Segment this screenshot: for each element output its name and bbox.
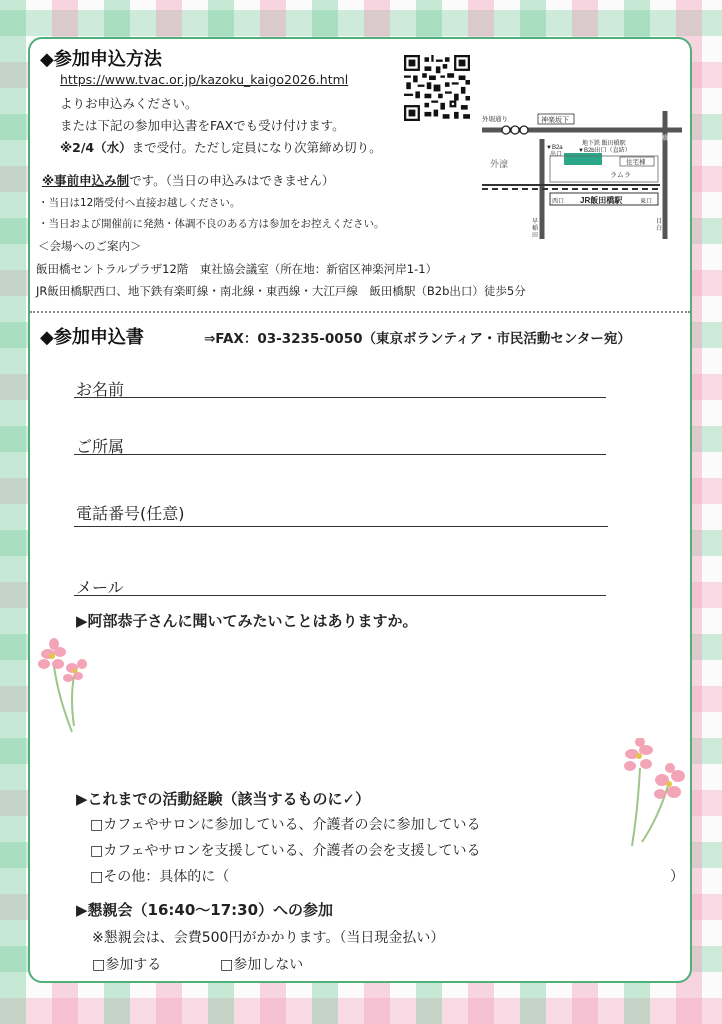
name-label: お名前: [76, 380, 125, 399]
form-title: ◆参加申込書: [40, 327, 144, 348]
prereg-notice: [42, 171, 334, 189]
name-field[interactable]: [74, 397, 606, 398]
party-note: ※懇親会は、会費500円がかかります。（当日現金払い）: [92, 930, 445, 946]
map-label-waseda: 早: [532, 219, 539, 225]
party-heading: ▶懇親会（16:40〜17:30）への参加: [76, 901, 334, 919]
map-label-jr-station: JR飯田橋駅: [580, 196, 623, 205]
map-label-east-exit: 東口: [640, 199, 653, 205]
venue-address: 飯田橋セントラルプラザ12階 東社協会議室（所在地：新宿区神楽河岸1-1）: [36, 262, 438, 276]
venue-heading: ＜会場へのご案内＞: [38, 239, 142, 253]
map-label-mejiro: 目: [656, 219, 663, 225]
section-divider: [30, 311, 690, 313]
exp-option-other-close: ）: [670, 869, 684, 885]
svg-text:田: 田: [532, 233, 539, 239]
svg-text:稲: 稲: [532, 226, 539, 232]
email-field[interactable]: [74, 595, 606, 596]
apply-url-link[interactable]: https://www.tvac.or.jp/kazoku_kaigo2026.html: [60, 72, 349, 87]
map-label-west-exit: 西口: [552, 199, 565, 205]
email-label: メール: [76, 578, 124, 597]
map-label-sotobori: 外濠: [490, 159, 509, 169]
svg-text:白: 白: [656, 226, 663, 232]
map-label-ramura: ラムラ: [610, 172, 631, 179]
prereg-rest: です。（当日の申込みはできません）: [129, 173, 335, 188]
affiliation-field[interactable]: [74, 454, 606, 455]
form-card: [28, 37, 692, 983]
apply-deadline: [60, 138, 382, 156]
map-label-suidobashi: 至水道橋: [644, 136, 669, 142]
prereg-bold: ※事前申込み制: [42, 173, 130, 188]
svg-text:出口: 出口: [550, 152, 563, 158]
map-label-ichigaya: 至市ケ谷: [482, 136, 507, 142]
apply-method-title: ◆参加申込方法: [40, 49, 162, 70]
map-label-kagurazaka: 神楽坂下: [541, 117, 569, 124]
phone-field[interactable]: [74, 526, 608, 527]
fax-number: ⇒FAX：03-3235-0050（東京ボランティア・市民活動センター宛）: [204, 331, 631, 347]
question-prompt: ▶阿部恭子さんに聞いてみたいことはありますか。: [76, 612, 418, 630]
map-label-jutaku: 住宅棟: [626, 159, 646, 166]
map-label-subway: 地下鉄 飯田橋駅: [582, 141, 626, 147]
experience-heading: ▶これまでの活動経験（該当するものに✓）: [76, 790, 371, 808]
exp-option-support[interactable]: □カフェやサロンを支援している、介護者の会を支援している: [90, 843, 481, 859]
deadline-rest: まで受付。ただし定員になり次第締め切り。: [131, 140, 382, 155]
phone-label: 電話番号(任意): [76, 504, 185, 523]
qr-code-icon: [404, 55, 470, 121]
apply-line1: よりお申込みください。: [60, 96, 198, 111]
map-label-b2a: ▼B2a: [546, 145, 563, 151]
map-label-b2b: ▼B2b出口（直結）: [578, 148, 631, 154]
apply-line2: または下記の参加申込書をFAXでも受け付けます。: [60, 118, 345, 133]
party-yes-checkbox[interactable]: □参加する: [92, 957, 162, 973]
exp-option-join[interactable]: □カフェやサロンに参加している、介護者の会に参加している: [90, 817, 481, 833]
affiliation-label: ご所属: [76, 437, 125, 456]
venue-map: [482, 111, 682, 241]
party-no-checkbox[interactable]: □参加しない: [220, 957, 304, 973]
note-reception: ・当日は12階受付へ直接お越しください。: [38, 197, 241, 209]
deadline-date: ※2/4（水）: [60, 140, 132, 155]
flower-left-icon: [28, 636, 98, 736]
note-health: ・当日および開催前に発熱・体調不良のある方は参加をお控えください。: [38, 218, 385, 230]
exp-option-other[interactable]: □その他：具体的に（: [90, 869, 230, 885]
flower-right-icon: [618, 738, 698, 848]
venue-access: JR飯田橋駅西口、地下鉄有楽町線・南北線・東西線・大江戸線 飯田橋駅（B2b出口）徒歩5分: [36, 284, 526, 298]
map-label-sotobori-dori: 外堀通り: [482, 116, 508, 123]
